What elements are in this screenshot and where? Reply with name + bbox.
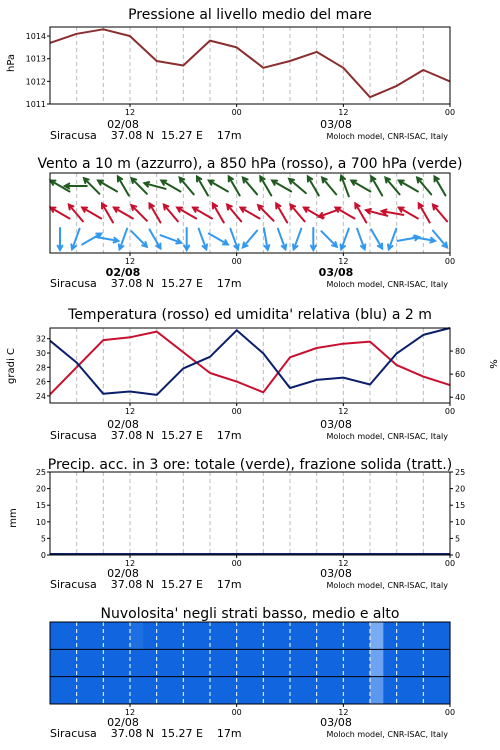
cloud-cell-alto	[370, 622, 384, 649]
cloud-cell-basso	[383, 677, 397, 704]
precipitation-y2tick-label: 25	[455, 468, 466, 477]
cloud-cell-alto	[330, 622, 344, 649]
wind-xtick-label: 12	[338, 257, 349, 266]
cloud-model: Moloch model, CNR-ISAC, Italy	[326, 730, 448, 739]
cloud-cell-basso	[103, 677, 117, 704]
pressure-date-1: 02/08	[107, 118, 139, 131]
wind-850hpa-arrow	[82, 208, 101, 219]
wind-10m-arrow	[278, 229, 286, 250]
cloud-cell-basso	[397, 677, 411, 704]
wind-700hpa-arrow	[341, 176, 349, 197]
cloud-cell-alto	[250, 622, 264, 649]
precipitation-xtick-label: 12	[124, 559, 136, 568]
wind-10m-arrow	[71, 229, 79, 250]
cloud-cell-basso	[423, 677, 437, 704]
temperature-xtick-label: 00	[231, 407, 242, 416]
precipitation-ytick-label: 0	[40, 551, 46, 560]
pressure-ytick-label: 1012	[25, 77, 46, 87]
wind-700hpa-arrow	[371, 177, 382, 196]
temperature-title: Temperatura (rosso) ed umidita' relativa (blu) a 2 m	[68, 307, 432, 323]
wind-700hpa-arrow	[308, 177, 319, 196]
wind-10m-arrow	[311, 228, 316, 250]
precipitation-title: Precip. acc. in 3 ore: totale (verde), frazione solida (tratt.)	[47, 457, 453, 473]
cloud-cell-alto	[130, 622, 144, 649]
temperature-model: Moloch model, CNR-ISAC, Italy	[326, 432, 448, 441]
temperature-ylabel: gradi C	[6, 348, 17, 384]
cloud-cell-alto	[277, 622, 291, 649]
temperature-chart	[0, 295, 500, 445]
cloud-cell-alto	[410, 622, 424, 649]
wind-850hpa-arrow	[102, 204, 113, 223]
cloud-cell-alto	[143, 622, 157, 649]
wind-10m-arrow	[131, 231, 147, 247]
wind-10m-arrow	[184, 228, 189, 250]
humidity-ylabel: %	[487, 359, 498, 369]
wind-10m-arrow	[264, 228, 269, 250]
cloud-cell-basso	[237, 677, 251, 704]
cloud-cell-basso	[157, 677, 171, 704]
cloud-cell-basso	[223, 677, 237, 704]
temperature-ytick-label: 32	[35, 334, 46, 344]
temperature-xticks	[125, 403, 455, 416]
cloud-cell-alto	[63, 622, 77, 649]
temperature-ytick-label: 26	[35, 377, 46, 387]
cloud-location: Siracusa 37.08 N 15.27 E 17m	[50, 727, 242, 740]
cloud-cell-medio	[197, 649, 211, 676]
wind-850hpa-arrow	[150, 204, 161, 223]
temperature-ytick-label: 30	[35, 349, 46, 358]
cloud-cell-medio	[237, 649, 251, 676]
humidity-line	[50, 328, 450, 395]
cloud-cell-alto	[90, 622, 104, 649]
precipitation-xtick-label: 00	[231, 559, 242, 568]
precipitation-ytick-label: 10	[35, 517, 46, 527]
wind-850hpa-arrow	[336, 208, 355, 219]
precipitation-location: Siracusa 37.08 N 15.27 E 17m	[50, 578, 242, 591]
pressure-line	[50, 29, 450, 97]
cloud-xtick-label: 12	[124, 708, 136, 717]
cloud-xtick-label: 00	[231, 708, 242, 717]
cloud-cell-medio	[317, 649, 331, 676]
cloud-cell-alto	[77, 622, 91, 649]
cloud-cell-basso	[90, 677, 104, 704]
pressure-ylabel: hPa	[6, 53, 17, 73]
cloud-cell-medio	[370, 649, 384, 676]
wind-700hpa-arrow	[435, 177, 446, 196]
wind-850hpa-arrow	[241, 208, 260, 219]
wind-xtick-label: 00	[231, 257, 242, 266]
precipitation-date-1: 02/08	[107, 567, 139, 580]
wind-chart	[0, 150, 500, 295]
pressure-yticks	[26, 32, 50, 109]
temperature-location: Siracusa 37.08 N 15.27 E 17m	[50, 429, 242, 442]
precipitation-grid	[77, 472, 424, 555]
wind-model: Moloch model, CNR-ISAC, Italy	[326, 280, 448, 289]
cloud-xtick-label: 00	[444, 708, 456, 717]
precipitation-model: Moloch model, CNR-ISAC, Italy	[326, 581, 448, 590]
cloud-cell-medio	[103, 649, 117, 676]
wind-xticks	[125, 253, 455, 266]
wind-700hpa-arrow	[272, 181, 291, 192]
wind-date-1: 02/08	[105, 266, 141, 279]
precipitation-y2tick-label: 20	[455, 484, 466, 494]
cloud-cell-alto	[223, 622, 237, 649]
wind-date-2: 03/08	[318, 266, 354, 279]
pressure-xtick-label: 12	[124, 108, 136, 117]
cloud-cell-medio	[263, 649, 277, 676]
temperature-date-1: 02/08	[107, 418, 139, 431]
cloud-title: Nuvolosita' negli strati basso, medio e alto	[100, 606, 400, 622]
wind-700hpa-arrow	[351, 181, 370, 192]
wind-10m-arrow	[119, 229, 127, 250]
humidity-y2tick-label: 60	[455, 370, 466, 380]
cloud-date-1: 02/08	[107, 716, 139, 729]
precipitation-xtick-label: 12	[338, 559, 349, 568]
cloud-cell-alto	[303, 622, 317, 649]
cloud-cell-medio	[397, 649, 411, 676]
cloud-cell-basso	[130, 677, 144, 704]
pressure-xtick-label: 12	[338, 108, 349, 117]
wind-10m-arrow	[341, 229, 349, 250]
wind-700hpa-arrow	[118, 177, 129, 196]
cloud-cell-medio	[343, 649, 357, 676]
cloud-cell-medio	[357, 649, 371, 676]
precipitation-y2tick-label: 0	[455, 551, 461, 560]
cloud-cell-medio	[130, 649, 144, 676]
cloud-cell-basso	[50, 677, 64, 704]
temperature-xtick-label: 00	[444, 407, 456, 416]
cloud-cell-medio	[170, 649, 184, 676]
wind-10m-arrow	[82, 234, 101, 245]
pressure-date-2: 03/08	[320, 118, 352, 131]
cloud-cell-basso	[277, 677, 291, 704]
cloud-cell-alto	[437, 622, 451, 649]
cloud-cell-basso	[250, 677, 264, 704]
wind-10m-arrow	[97, 237, 119, 242]
wind-700hpa-arrow	[161, 181, 180, 192]
cloud-cell-alto	[343, 622, 357, 649]
wind-10m-arrow	[230, 229, 238, 250]
precipitation-date-2: 03/08	[320, 567, 352, 580]
cloud-cell-basso	[77, 677, 91, 704]
wind-850hpa-arrow	[227, 205, 241, 222]
cloud-cell-alto	[103, 622, 117, 649]
wind-700hpa-arrow	[197, 177, 208, 196]
cloud-cell-basso	[263, 677, 277, 704]
precipitation-ytick-label: 5	[40, 534, 46, 544]
precipitation-xticks	[125, 555, 455, 568]
cloud-cell-alto	[423, 622, 437, 649]
wind-850hpa-arrow	[399, 208, 418, 219]
cloud-cell-medio	[63, 649, 77, 676]
pressure-ytick-label: 1013	[25, 54, 46, 64]
pressure-ytick-label: 1014	[25, 32, 46, 42]
precipitation-ylabel: mm	[8, 508, 19, 528]
wind-700hpa-arrow	[322, 178, 336, 195]
pressure-model: Moloch model, CNR-ISAC, Italy	[326, 132, 448, 141]
cloud-cell-basso	[370, 677, 384, 704]
cloud-cell-medio	[303, 649, 317, 676]
pressure-ytick-label: 1011	[25, 100, 46, 109]
cloud-cell-basso	[63, 677, 77, 704]
wind-10m-arrow	[209, 234, 228, 245]
cloud-cell-basso	[117, 677, 131, 704]
temperature-xtick-label: 12	[338, 407, 349, 416]
wind-10m-arrow	[357, 229, 365, 250]
pressure-xtick-label: 00	[444, 108, 456, 117]
cloud-cell-alto	[210, 622, 224, 649]
wind-xtick-label: 00	[444, 257, 456, 266]
wind-location: Siracusa 37.08 N 15.27 E 17m	[50, 277, 242, 290]
pressure-grid	[77, 27, 424, 104]
cloud-cell-basso	[410, 677, 424, 704]
wind-700hpa-arrow	[399, 181, 418, 192]
cloud-cell-alto	[290, 622, 304, 649]
temperature-xtick-label: 12	[124, 407, 136, 416]
wind-10m-arrow	[243, 231, 257, 248]
cloud-cell-alto	[237, 622, 251, 649]
cloud-cell-alto	[197, 622, 211, 649]
wind-850hpa-arrow	[276, 204, 287, 223]
temperature-yticks	[36, 335, 50, 401]
cloud-cell-medio	[157, 649, 171, 676]
cloud-cell-alto	[357, 622, 371, 649]
pressure-chart	[0, 0, 500, 150]
precipitation-y2tick-label: 15	[455, 501, 466, 511]
cloud-cell-alto	[50, 622, 64, 649]
wind-700hpa-arrow	[417, 178, 431, 195]
wind-700hpa-arrow	[229, 177, 240, 196]
wind-arrows	[51, 176, 448, 250]
precipitation-ytick-label: 15	[35, 501, 46, 511]
cloud-cell-medio	[437, 649, 451, 676]
wind-10m-arrow	[199, 229, 207, 250]
humidity-y2tick-label: 40	[455, 393, 466, 403]
wind-10m-arrow	[321, 231, 337, 247]
cloud-xtick-label: 12	[338, 708, 349, 717]
temperature-ytick-label: 28	[35, 363, 46, 373]
cloud-cell-basso	[197, 677, 211, 704]
wind-700hpa-arrow	[65, 184, 87, 189]
cloud-cell-basso	[143, 677, 157, 704]
cloud-cell-basso	[303, 677, 317, 704]
cloud-cells	[50, 622, 451, 704]
cloud-cell-alto	[383, 622, 397, 649]
cloud-cell-medio	[250, 649, 264, 676]
wind-10m-arrow	[58, 228, 63, 250]
cloud-date-2: 03/08	[320, 716, 352, 729]
wind-700hpa-arrow	[98, 181, 117, 192]
wind-700hpa-arrow	[260, 177, 271, 196]
cloud-cell-basso	[437, 677, 451, 704]
cloud-cell-basso	[290, 677, 304, 704]
temperature-ytick-label: 24	[35, 391, 46, 401]
temperature-series	[50, 328, 450, 395]
cloud-cell-medio	[183, 649, 197, 676]
pressure-xticks	[125, 104, 455, 117]
wind-850hpa-arrow	[193, 208, 212, 219]
wind-10m-arrow	[433, 231, 447, 248]
cloud-cell-basso	[183, 677, 197, 704]
humidity-y2tick-label: 80	[455, 347, 466, 357]
precipitation-yticks-right	[450, 468, 465, 560]
cloud-cell-alto	[263, 622, 277, 649]
cloud-cell-alto	[317, 622, 331, 649]
precipitation-ytick-label: 25	[35, 468, 46, 477]
cloud-cell-medio	[143, 649, 157, 676]
cloud-cell-medio	[117, 649, 131, 676]
wind-850hpa-arrow	[51, 208, 70, 219]
precipitation-yticks	[36, 468, 50, 560]
wind-850hpa-arrow	[213, 204, 224, 223]
precipitation-frame	[50, 472, 450, 555]
cloud-cell-alto	[183, 622, 197, 649]
pressure-title: Pressione al livello medio del mare	[128, 7, 372, 23]
cloud-cell-medio	[77, 649, 91, 676]
wind-700hpa-arrow	[243, 178, 257, 195]
pressure-xtick-label: 00	[231, 108, 242, 117]
temperature-date-2: 03/08	[320, 418, 352, 431]
cloud-cell-medio	[210, 649, 224, 676]
cloud-cell-medio	[330, 649, 344, 676]
wind-xtick-label: 12	[124, 257, 136, 266]
precipitation-xtick-label: 00	[444, 559, 456, 568]
cloud-cell-medio	[223, 649, 237, 676]
cloud-cell-basso	[317, 677, 331, 704]
wind-850hpa-arrow	[355, 204, 366, 223]
cloud-cell-basso	[357, 677, 371, 704]
cloud-cell-basso	[210, 677, 224, 704]
pressure-series	[50, 29, 450, 97]
cloud-cell-basso	[343, 677, 357, 704]
cloud-cell-alto	[157, 622, 171, 649]
humidity-yticks	[450, 347, 465, 402]
cloud-cell-basso	[170, 677, 184, 704]
cloud-xticks	[125, 704, 455, 717]
precipitation-y2tick-label: 5	[455, 534, 461, 544]
cloud-cell-medio	[277, 649, 291, 676]
cloud-cell-medio	[383, 649, 397, 676]
cloud-cell-alto	[170, 622, 184, 649]
cloud-cell-medio	[50, 649, 64, 676]
pressure-location: Siracusa 37.08 N 15.27 E 17m	[50, 129, 242, 142]
pressure-frame	[50, 27, 450, 104]
wind-10m-arrow	[161, 235, 182, 243]
wind-title: Vento a 10 m (azzurro), a 850 hPa (rosso), a 700 hPa (verde)	[37, 156, 463, 172]
precipitation-y2tick-label: 10	[455, 517, 466, 527]
cloud-cell-medio	[410, 649, 424, 676]
cloud-cell-alto	[397, 622, 411, 649]
cloud-cell-medio	[90, 649, 104, 676]
cloud-cell-alto	[117, 622, 131, 649]
cloud-cell-basso	[330, 677, 344, 704]
wind-850hpa-arrow	[433, 205, 447, 222]
wind-10m-arrow	[388, 229, 396, 250]
precipitation-ytick-label: 20	[35, 484, 46, 494]
cloud-cell-medio	[423, 649, 437, 676]
wind-700hpa-arrow	[131, 178, 147, 194]
wind-10m-arrow	[293, 229, 301, 250]
wind-850hpa-arrow	[419, 204, 430, 223]
wind-10m-arrow	[371, 230, 382, 249]
precipitation-chart	[0, 445, 500, 595]
wind-10m-arrow	[150, 230, 161, 249]
wind-700hpa-arrow	[209, 181, 228, 192]
wind-700hpa-arrow	[180, 178, 194, 195]
cloud-chart	[0, 595, 500, 750]
cloud-cell-medio	[290, 649, 304, 676]
